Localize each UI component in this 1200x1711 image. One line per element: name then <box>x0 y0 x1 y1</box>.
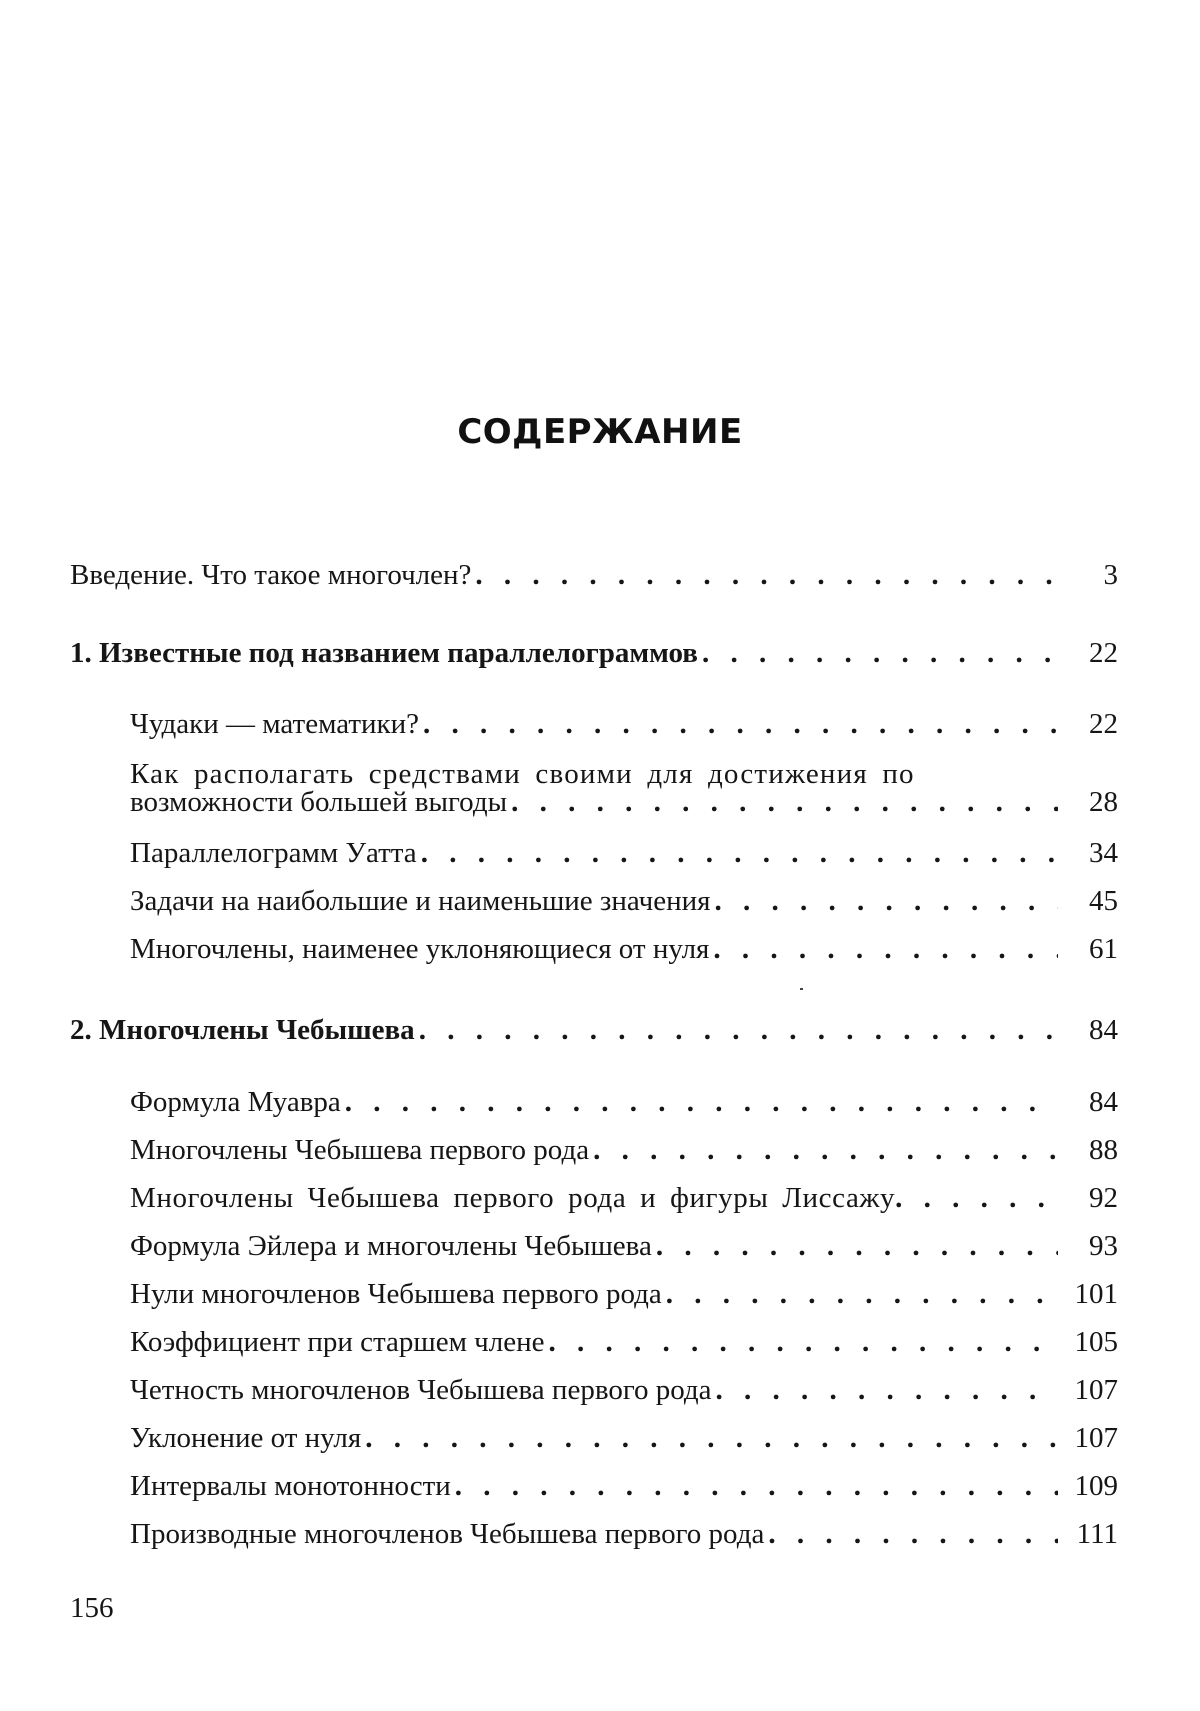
toc-entry-text: Формула Эйлера и многочлены Чебышева <box>130 1230 652 1262</box>
toc-chapter-1 <box>70 636 1118 670</box>
dot-leader <box>589 1133 1058 1167</box>
page-title: СОДЕРЖАНИЕ <box>457 412 743 452</box>
toc-entry <box>130 1325 1118 1359</box>
toc-entry <box>130 1229 1118 1263</box>
dot-leader <box>507 785 1058 819</box>
dot-leader <box>451 1469 1058 1503</box>
toc-chapter-text: 2. Многочлены Чебышева <box>70 1014 415 1046</box>
dot-leader <box>361 1421 1058 1455</box>
print-speck <box>800 988 803 990</box>
toc-entry <box>130 1373 1118 1407</box>
dot-leader <box>417 836 1058 870</box>
toc-entry-page: 28 <box>1089 786 1118 818</box>
toc-entry-text: Чудаки — математики? <box>130 708 420 740</box>
toc-entry <box>130 836 1118 870</box>
toc-entry <box>130 1181 1118 1215</box>
toc-entry-page: 22 <box>1089 637 1118 669</box>
toc-entry-page: 45 <box>1089 885 1118 917</box>
toc-entry <box>130 1133 1118 1167</box>
toc-entry <box>130 707 1118 741</box>
dot-leader <box>419 707 1058 741</box>
toc-entry-page: 84 <box>1089 1014 1118 1046</box>
toc-entry-text: Многочлены, наименее уклоняющиеся от нуля <box>130 933 710 965</box>
toc-entry-page: 109 <box>1074 1470 1118 1502</box>
toc-entry-page: 92 <box>1089 1182 1118 1214</box>
dot-leader <box>698 636 1058 670</box>
toc-entry <box>130 1085 1118 1119</box>
toc-entry-page: 107 <box>1074 1374 1118 1406</box>
toc-entry <box>130 1421 1118 1455</box>
toc-entry-page: 111 <box>1076 1518 1118 1550</box>
toc-entry-text: Нули многочленов Чебышева первого рода <box>130 1278 662 1310</box>
toc-entry-introduction <box>70 558 1118 592</box>
toc-entry-text: Уклонение от нуля <box>130 1422 362 1454</box>
dot-leader <box>652 1229 1058 1263</box>
toc-entry-text: Введение. Что такое многочлен? <box>70 559 472 591</box>
toc-entry-text-line1: Как располагать средствами своими для достижения по <box>130 758 915 790</box>
toc-entry <box>130 932 1118 966</box>
toc-entry <box>130 1517 1118 1551</box>
toc-entry-page: 22 <box>1089 708 1118 740</box>
toc-entry-page: 34 <box>1089 837 1118 869</box>
toc-chapter-text: 1. Известные под названием параллелограммов <box>70 637 698 669</box>
toc-entry-page: 107 <box>1074 1422 1118 1454</box>
page-number: 156 <box>70 1592 114 1624</box>
toc-entry-text: Формула Муавра <box>130 1086 341 1118</box>
toc-chapter-2 <box>70 1013 1118 1047</box>
dot-leader <box>764 1517 1058 1551</box>
toc-entry-page: 3 <box>1103 559 1118 591</box>
toc-entry <box>130 1469 1118 1503</box>
toc-entry-text: Коэффициент при старшем члене <box>130 1326 545 1358</box>
toc-entry <box>130 884 1118 918</box>
dot-leader <box>415 1013 1058 1047</box>
dot-leader <box>712 1373 1058 1407</box>
toc-entry-page: 88 <box>1089 1134 1118 1166</box>
dot-leader <box>709 932 1058 966</box>
toc-entry-text: Задачи на наибольшие и наименьшие значения <box>130 885 711 917</box>
toc-entry-text: Интервалы монотонности <box>130 1470 451 1502</box>
dot-leader <box>895 1181 1058 1215</box>
toc-entry-page: 84 <box>1089 1086 1118 1118</box>
dot-leader <box>341 1085 1058 1119</box>
toc-entry-multiline <box>130 757 1118 819</box>
toc-entry-page: 105 <box>1074 1326 1118 1358</box>
dot-leader <box>471 558 1058 592</box>
toc-entry-text: Производные многочленов Чебышева первого рода <box>130 1518 765 1550</box>
dot-leader <box>662 1277 1058 1311</box>
toc-entry-text: Параллелограмм Уатта <box>130 837 417 869</box>
toc-entry <box>130 1277 1118 1311</box>
toc-entry-page: 61 <box>1089 933 1118 965</box>
dot-leader <box>545 1325 1059 1359</box>
toc-entry-page: 93 <box>1089 1230 1118 1262</box>
dot-leader <box>710 884 1058 918</box>
toc-entry-text-line2: возможности большей выгоды <box>130 786 508 818</box>
toc-entry-text: Многочлены Чебышева первого рода <box>130 1134 590 1166</box>
toc-entry-text: Четность многочленов Чебышева первого рода <box>130 1374 712 1406</box>
toc-entry-text: Многочлены Чебышева первого рода и фигуры Лиссажу <box>130 1182 896 1214</box>
toc-entry-page: 101 <box>1074 1278 1118 1310</box>
